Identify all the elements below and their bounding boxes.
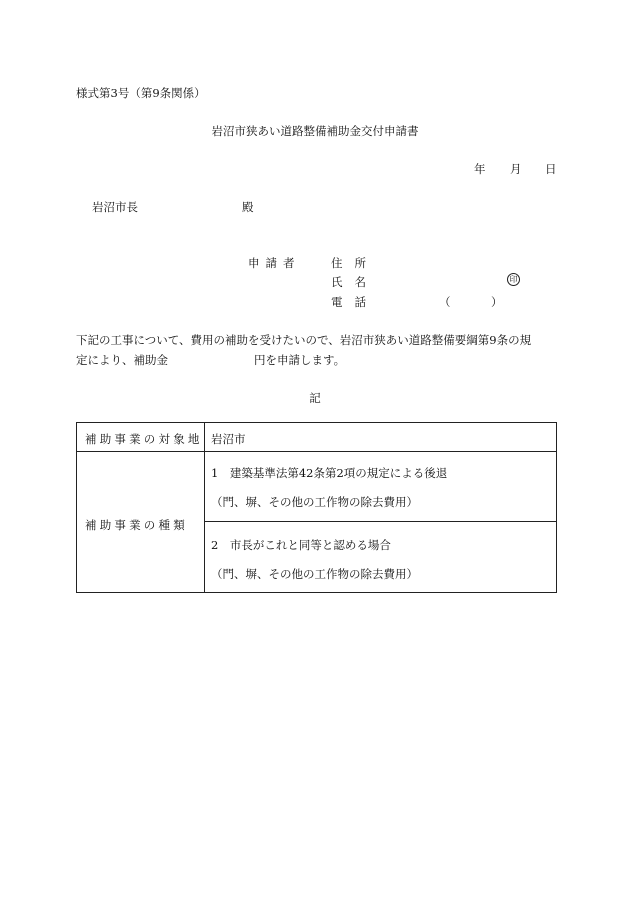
body-text-line-1: 下記の工事について、費用の補助を受けたいので、岩沼市狭あい道路整備要綱第9条の規 bbox=[76, 333, 532, 347]
subsidy-table bbox=[76, 422, 557, 593]
addressee: 岩沼市長 bbox=[92, 200, 138, 214]
note-heading: 記 bbox=[309, 391, 321, 405]
honorific: 殿 bbox=[242, 200, 254, 214]
body-text-line-2-start: 定により、補助金 bbox=[76, 353, 168, 367]
seal-mark: 印 bbox=[507, 273, 520, 286]
applicant-label: 申請者 bbox=[248, 256, 301, 270]
name-label: 氏名 bbox=[331, 275, 378, 289]
phone-paren-open: （ bbox=[439, 295, 451, 309]
subsidy-type-2-note: （門、塀、その他の工作物の除去費用） bbox=[211, 567, 418, 581]
body-text-line-2-end: 円を申請します。 bbox=[254, 353, 346, 367]
subsidy-type-label: 補助事業の種類 bbox=[85, 518, 188, 532]
table-row-divider bbox=[77, 451, 556, 452]
subsidy-type-2-title: 2 市長がこれと同等と認める場合 bbox=[211, 538, 391, 552]
table-column-divider bbox=[204, 423, 205, 592]
date-month-label: 月 bbox=[510, 162, 522, 176]
table-type-divider bbox=[204, 521, 556, 522]
phone-paren-close: ） bbox=[491, 295, 503, 309]
target-location-label: 補助事業の対象地 bbox=[85, 432, 203, 446]
subsidy-type-1-title: 1 建築基準法第42条第2項の規定による後退 bbox=[211, 466, 448, 480]
phone-label: 電話 bbox=[331, 295, 378, 309]
subsidy-type-1-note: （門、塀、その他の工作物の除去費用） bbox=[211, 495, 418, 509]
address-label: 住所 bbox=[331, 256, 378, 270]
document-title: 岩沼市狭あい道路整備補助金交付申請書 bbox=[211, 124, 419, 138]
target-location-value: 岩沼市 bbox=[211, 432, 246, 446]
form-number: 様式第3号（第9条関係） bbox=[76, 86, 206, 100]
date-year-label: 年 bbox=[474, 162, 486, 176]
date-day-label: 日 bbox=[545, 162, 557, 176]
